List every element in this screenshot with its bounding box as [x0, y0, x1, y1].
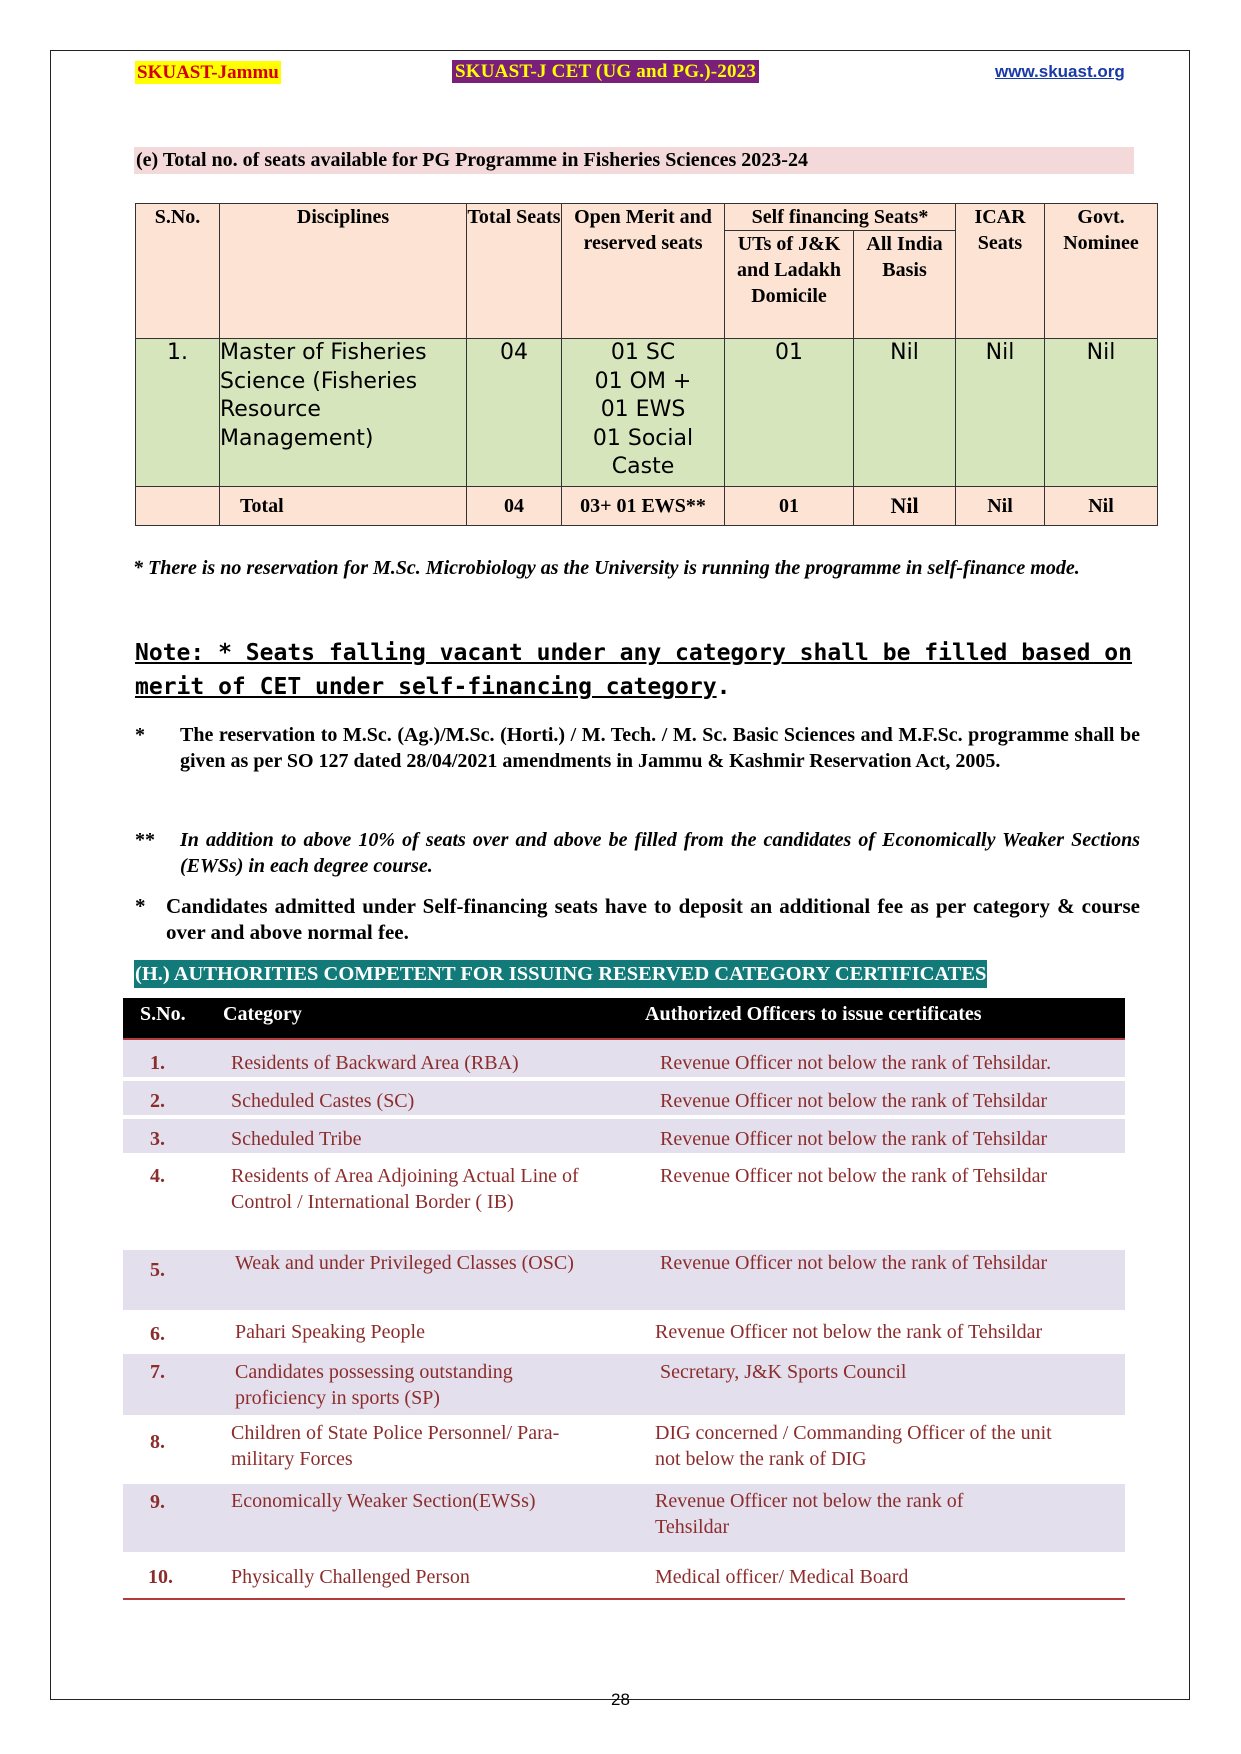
open-line: 01 SC [610, 340, 676, 365]
header-category: Category [223, 1003, 302, 1025]
bullet-ews: ** In addition to above 10% of seats over and above be filled from the candidates of Economically Weaker Sections (EWSs) in each degree course. [135, 829, 1140, 877]
cell-total: 04 [467, 339, 562, 487]
table-row: 6. Pahari Speaking People Revenue Officer not below the rank of Tehsildar [123, 1314, 1125, 1354]
note-line2: merit of CET under self-financing category [135, 674, 717, 700]
col-self-financing-header: Self financing Seats* [725, 204, 956, 231]
header-officer: Authorized Officers to issue certificates [645, 1003, 982, 1025]
table-row [136, 339, 1158, 487]
table-row: 8. Children of State Police Personnel/ Para-military Forces DIG concerned / Commanding Officer of the unit not below the rank of DIG [123, 1419, 1125, 1484]
total-uts: 01 [725, 487, 854, 526]
open-line: 01 Social [592, 425, 694, 451]
open-line: 01 EWS [600, 397, 686, 422]
section-e-title: (e) Total no. of seats available for PG Programme in Fisheries Sciences 2023-24 [134, 147, 1134, 174]
table-row: 10. Physically Challenged Person Medical officer/ Medical Board [148, 1566, 909, 1588]
table-bottom-rule [123, 1598, 1125, 1600]
header-institution: SKUAST-Jammu [137, 62, 279, 83]
table-row: 7. Candidates possessing outstanding proficiency in sports (SP) Secretary, J&K Sports Council [123, 1354, 1125, 1419]
microbiology-footnote: * There is no reservation for M.Sc. Microbiology as the University is running the programme in self-finance mode. [133, 557, 1080, 579]
col-disciplines-header: Disciplines [220, 204, 467, 339]
note-vacant-seats: Note: * Seats falling vacant under any category shall be filled based on merit of CET under self-financing category. [135, 640, 1132, 700]
table-row: 1. Residents of Backward Area (RBA) Revenue Officer not below the rank of Tehsildar. [123, 1040, 1125, 1081]
total-govt: Nil [1045, 487, 1158, 526]
col-uts-header: UTs of J&K and Ladakh Domicile [725, 231, 854, 339]
table-row: 3. Scheduled Tribe Revenue Officer not below the rank of Tehsildar [123, 1119, 1125, 1157]
cell-icar: Nil [956, 339, 1045, 487]
header-website-link[interactable]: www.skuast.org [995, 62, 1125, 81]
cell-govt: Nil [1045, 339, 1158, 487]
section-h-title: (H.) AUTHORITIES COMPETENT FOR ISSUING RESERVED CATEGORY CERTIFICATES [134, 960, 987, 988]
col-icar-header: ICAR Seats [956, 204, 1045, 339]
header-exam-title: SKUAST-J CET (UG and PG.)-2023 [452, 60, 759, 83]
table-row: 5. Weak and under Privileged Classes (OSC) Revenue Officer not below the rank of Tehsildar [123, 1250, 1125, 1314]
authorities-table-header [123, 998, 1125, 1040]
bullet-self-financing-fee: * Candidates admitted under Self-financing seats have to deposit an additional fee as per category & course over and above normal fee. [135, 894, 1140, 944]
total-row [136, 487, 1158, 526]
total-icar: Nil [956, 487, 1045, 526]
cell-discipline: Master of Fisheries Science (Fisheries Resource Management) [220, 339, 467, 487]
col-all-india-header: All India Basis [854, 231, 956, 339]
cell-open-merit [562, 339, 725, 487]
total-label: Total [220, 487, 467, 526]
page-number: 28 [611, 1690, 630, 1709]
open-line: 01 OM + [594, 368, 692, 394]
cell-sno: 1. [136, 339, 220, 487]
table-row: 4. Residents of Area Adjoining Actual Line of Control / International Border ( IB) Revenue Officer not below the rank of Tehsildar [123, 1157, 1125, 1250]
table-row: 2. Scheduled Castes (SC) Revenue Officer not below the rank of Tehsildar [123, 1081, 1125, 1119]
total-all-india: Nil [854, 487, 956, 526]
table-row: 9. Economically Weaker Section(EWSs) Revenue Officer not below the rank of Tehsildar [123, 1484, 1125, 1556]
cell-uts: 01 [725, 339, 854, 487]
col-open-merit-header: Open Merit and reserved seats [562, 204, 725, 339]
col-govt-header: Govt. Nominee [1045, 204, 1158, 339]
total-seats: 04 [467, 487, 562, 526]
bullet-reservation: * The reservation to M.Sc. (Ag.)/M.Sc. (Horti.) / M. Tech. / M. Sc. Basic Sciences and M.F.Sc. programme shall be given as per SO 127 dated 28/04/2021 amendments in Jammu & Kashmir Reservation Act, 2005. [135, 724, 1140, 772]
cell-all-india: Nil [854, 339, 956, 487]
header-sno: S.No. [140, 1003, 186, 1025]
note-line1: Note: * Seats falling vacant under any category shall be filled based on [135, 640, 1132, 666]
fisheries-seats-table [135, 203, 1158, 526]
open-line: Caste [611, 454, 675, 479]
col-sno-header: S.No. [136, 204, 220, 339]
certificate-authorities-table [123, 998, 1125, 1600]
total-open-merit: 03+ 01 EWS** [562, 487, 725, 526]
col-total-header: Total Seats [467, 204, 562, 339]
